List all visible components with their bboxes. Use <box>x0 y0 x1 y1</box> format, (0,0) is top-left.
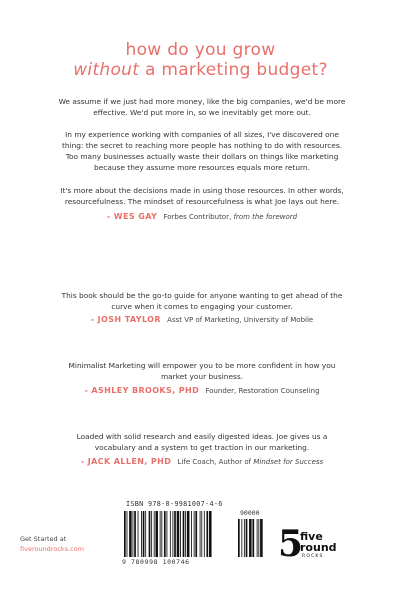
headline-line-2 <box>0 60 401 80</box>
attribution-title: Life Coach, Author of <box>177 458 252 466</box>
headline-rest: a marketing budget? <box>139 60 328 80</box>
attribution-name: - JOSH TAYLOR <box>90 315 161 324</box>
endorsement-attribution-3 <box>58 457 346 467</box>
logo-word-five: five <box>300 530 323 543</box>
isbn-barcode <box>120 500 272 572</box>
endorsement-quote-3: Loaded with solid research and easily digested ideas. Joe gives us a vocabulary and a system to get traction in our marketing. <box>76 432 328 452</box>
foreword-paragraph-2: In my experience working with companies of all sizes, I've discovered one thing: the secret to reaching more people has nothing to do with resources. Too many businesses actually waste their dollars on things like marketing because they assume more resources equals more return. <box>61 130 343 172</box>
barcode-bars <box>120 511 272 559</box>
logo-word-rocks: ROCKS <box>302 554 324 559</box>
endorsement-quote-1: This book should be the go-to guide for anyone wanting to get ahead of the curve when it comes to engaging your customer. <box>61 291 343 311</box>
logo-word-round: round <box>300 541 337 554</box>
get-started-label: Get Started at <box>20 535 67 543</box>
isbn-label: ISBN 978-0-9981007-4-6 <box>126 500 223 508</box>
price-code: 90000 <box>240 509 260 517</box>
foreword-paragraph-3: It's more about the decisions made in using those resources. In other words, resourcefulness. The mindset of resourcefulness is what Joe lays out here. <box>60 186 344 206</box>
foreword-attribution <box>58 212 346 222</box>
get-started <box>20 534 84 554</box>
logo-number: 5 <box>278 523 304 565</box>
attribution-title: Asst VP of Marketing, University of Mobile <box>167 316 314 324</box>
endorsement-attribution-2 <box>58 386 346 396</box>
headline-line-1: how do you grow <box>125 40 276 60</box>
attribution-source: from the foreword <box>233 213 298 221</box>
barcode-number: 9 780998 100746 <box>122 558 190 566</box>
attribution-name: - WES GAY <box>106 212 158 221</box>
foreword-paragraph-1: We assume if we just had more money, like the big companies, we'd be more effective. We'd put more in, so we inevitably get more out. <box>58 97 346 117</box>
attribution-book: Mindset for Success <box>253 458 324 466</box>
attribution-title: Founder, Restoration Counseling <box>205 387 320 395</box>
website-link[interactable]: fiveroundrocks.com <box>20 545 84 553</box>
attribution-title: Forbes Contributor, <box>163 213 232 221</box>
headline <box>0 40 401 80</box>
endorsement-quote-2: Minimalist Marketing will empower you to be more confident in how you market your business. <box>68 361 336 381</box>
headline-emphasis: without <box>73 60 140 80</box>
attribution-name: - JACK ALLEN, PHD <box>80 457 172 466</box>
attribution-name: - ASHLEY BROOKS, PHD <box>84 386 200 395</box>
publisher-logo <box>278 523 348 565</box>
endorsement-attribution-1 <box>58 315 346 325</box>
